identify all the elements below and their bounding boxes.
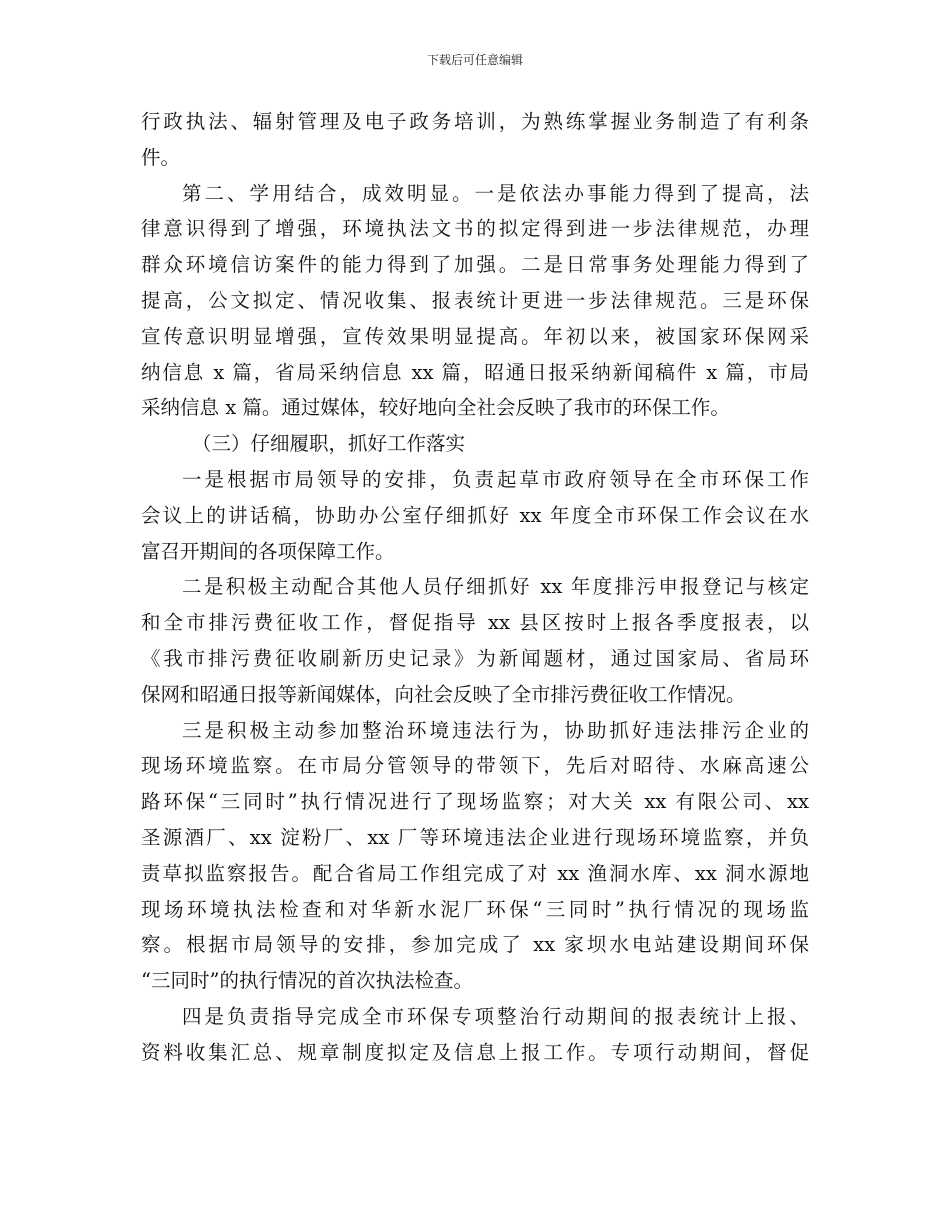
text-line: 会议上的讲话稿，协助办公室仔细抓好 xx 年度全市环保工作会议在水 (141, 503, 809, 527)
text-line: 《我市排污费征收刷新历史记录》为新闻题材，通过国家局、省局环 (141, 646, 809, 670)
text-line: 第二、学用结合，成效明显。一是依法办事能力得到了提高，法 (182, 181, 809, 205)
text-line: “三同时”的执行情况的首次执法检查。 (141, 969, 473, 993)
text-line: 富召开期间的各项保障工作。 (141, 539, 395, 563)
text-line: 四是负责指导完成全市环保专项整治行动期间的报表统计上报、 (182, 1004, 809, 1028)
text-line: 保网和昭通日报等新闻媒体，向社会反映了全市排污费征收工作情况。 (141, 682, 746, 706)
document-body (141, 104, 809, 1071)
text-line: 资料收集汇总、规章制度拟定及信息上报工作。专项行动期间，督促 (141, 1040, 809, 1064)
text-line: 行政执法、辐射管理及电子政务培训，为熟练掌握业务制造了有利条 (141, 110, 809, 133)
text-line: 察。根据市局领导的安排，参加完成了 xx 家坝水电站建设期间环保 (141, 933, 809, 957)
text-line: 一是根据市局领导的安排，负责起草市政府领导在全市环保工作 (182, 467, 809, 491)
text-line: 三是积极主动参加整治环境违法行为，协助抓好违法排污企业的 (182, 718, 809, 742)
text-line: 圣源酒厂、xx 淀粉厂、xx 厂等环境违法企业进行现场环境监察，并负 (141, 825, 809, 849)
text-line: 群众环境信访案件的能力得到了加强。二是日常事务处理能力得到了 (141, 253, 809, 277)
text-line: 件。 (141, 145, 181, 169)
text-line: 二是积极主动配合其他人员仔细抓好 xx 年度排污申报登记与核定 (182, 575, 809, 599)
text-line: 提高，公文拟定、情况收集、报表统计更进一步法律规范。三是环保 (141, 288, 809, 312)
text-line: （三）仔细履职，抓好工作落实 (192, 432, 466, 456)
text-line: 宣传意识明显增强，宣传效果明显提高。年初以来，被国家环保网采 (141, 324, 809, 348)
text-line: 纳信息 x 篇，省局采纳信息 xx 篇，昭通日报采纳新闻稿件 x 篇，市局 (141, 360, 809, 384)
text-line: 律意识得到了增强，环境执法文书的拟定得到进一步法律规范，办理 (141, 217, 809, 241)
text-line: 现场环境执法检查和对华新水泥厂环保“三同时”执行情况的现场监 (141, 897, 809, 921)
text-line: 和全市排污费征收工作，督促指导 xx 县区按时上报各季度报表，以 (141, 611, 809, 635)
page-header: 下载后可任意编辑 (426, 53, 523, 67)
text-line: 责草拟监察报告。配合省局工作组完成了对 xx 渔洞水库、xx 洞水源地 (141, 861, 809, 885)
text-line: 采纳信息 x 篇。通过媒体，较好地向全社会反映了我市的环保工作。 (141, 396, 730, 420)
text-line: 现场环境监察。在市局分管领导的带领下，先后对昭待、水麻高速公 (141, 754, 809, 778)
text-line: 路环保“三同时”执行情况进行了现场监察；对大关 xx 有限公司、xx (141, 790, 809, 814)
